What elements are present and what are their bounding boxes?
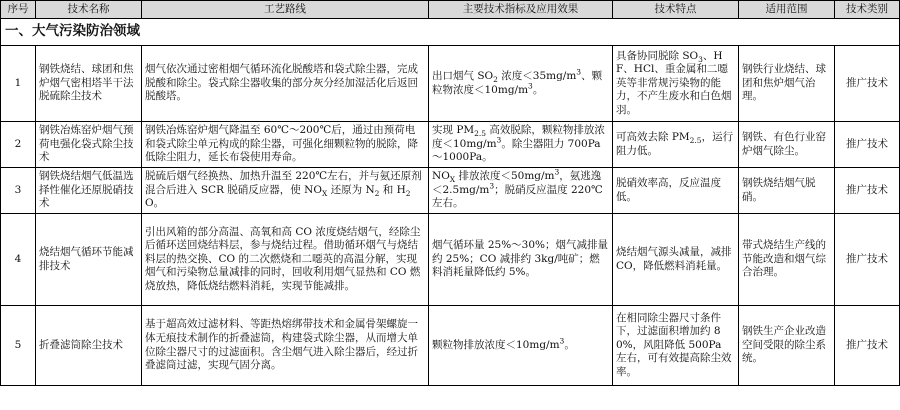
row-name: 钢铁冶炼窑炉烟气预荷电强化袋式除尘技术 — [36, 122, 142, 168]
row-process — [142, 168, 429, 214]
row-features — [613, 122, 739, 168]
ind-text: 。 — [532, 83, 544, 96]
ind-text: 高效脱除，颗粒物排放浓度＜10mg/m — [432, 124, 605, 150]
ind-text: ，氨逃逸＜2.5mg/m — [432, 170, 602, 196]
process-sub: 2 — [374, 188, 380, 198]
ind-text: 。 — [564, 338, 575, 351]
feat-sub: 2.5 — [689, 136, 702, 145]
feat-text: ，运行阻力低。 — [616, 130, 734, 157]
ind-text: 。除尘器阻力 700Pa～1000Pa。 — [432, 137, 601, 164]
row-scope: 带式烧结生产线的节能改造和烟气综合治理。 — [739, 214, 835, 306]
row-features: 烧结烟气源头减量，减排 CO，降低燃料消耗量。 — [613, 214, 739, 306]
process-text: O。 — [145, 197, 165, 210]
process-text: 脱硫后烟气经换热、加热升温至 220℃左右，并与氨还原剂混合后进入 SCR 脱硝反应器，使 NO — [145, 170, 422, 196]
row-name: 钢铁烧结、球团和焦炉烟气密相塔半干法脱硫除尘技术 — [36, 46, 142, 122]
row-features — [613, 46, 739, 122]
row-no: 1 — [1, 46, 36, 122]
header-no: 序号 — [1, 1, 36, 19]
row-indicators — [429, 122, 613, 168]
row-scope: 钢铁、有色行业窑炉烟气除尘。 — [739, 122, 835, 168]
row-features: 在相同除尘器尺寸条件下，过滤面积增加约 80%，风阻降低 500Pa 左右，可有效提高除尘效率。 — [613, 306, 739, 386]
header-scope: 适用范围 — [739, 1, 835, 19]
ind-text: 、颗粒物浓度＜10mg/m — [432, 69, 603, 96]
table-row — [1, 168, 900, 214]
ind-text: ；脱硝反应温度 220℃左右。 — [432, 183, 603, 210]
process-sub: 2 — [405, 188, 411, 198]
row-name: 烧结烟气循环节能减排技术 — [36, 214, 142, 306]
ind-sup: 3 — [559, 336, 565, 346]
row-indicators — [429, 168, 613, 214]
header-features: 技术特点 — [613, 1, 739, 19]
row-name: 钢铁烧结烟气低温选择性催化还原脱硝技术 — [36, 168, 142, 214]
row-category: 推广技术 — [835, 122, 900, 168]
process-text: 还原为 N — [327, 183, 375, 196]
row-category: 推广技术 — [835, 306, 900, 386]
section-title: 一、大气污染防治领域 — [1, 19, 900, 46]
feat-sub: 3 — [698, 54, 703, 64]
row-category: 推广技术 — [835, 168, 900, 214]
row-process: 钢铁冶炼窑炉烟气降温至 60℃～200℃后，通过由预荷电和袋式除尘单元构成的除尘器，可强化细颗粒物的脱除，降低除尘阻力，延长布袋使用寿命。 — [142, 122, 429, 168]
process-text: 和 H — [379, 183, 406, 196]
row-scope: 钢铁生产企业改造空间受限的除尘系统。 — [739, 306, 835, 386]
table-row — [1, 214, 900, 306]
header-name: 技术名称 — [36, 1, 142, 19]
row-no: 5 — [1, 306, 36, 386]
row-category: 推广技术 — [835, 214, 900, 306]
row-indicators — [429, 306, 613, 386]
ind-sub: X — [449, 175, 456, 185]
ind-sup: 3 — [489, 181, 495, 191]
row-scope: 钢铁行业烧结、球团和焦炉烟气治理。 — [739, 46, 835, 122]
table-row — [1, 122, 900, 168]
row-name: 折叠滤筒除尘技术 — [36, 306, 142, 386]
ind-sup: 3 — [554, 167, 560, 177]
ind-sup: 3 — [528, 81, 533, 90]
section-row — [1, 19, 900, 46]
row-no: 3 — [1, 168, 36, 214]
table-row — [1, 306, 900, 386]
feat-text: 可高效去除 PM — [616, 130, 690, 143]
ind-text: 颗粒物排放浓度＜10mg/m — [432, 338, 560, 351]
table-row — [1, 46, 900, 122]
row-process: 烟气依次通过密相烟气循环流化脱酸塔和袋式除尘器，完成脱酸和除尘。袋式除尘器收集的部分灰分经加湿活化后返回脱酸塔。 — [142, 46, 429, 122]
row-no: 4 — [1, 214, 36, 306]
ind-text: 排放浓度＜50mg/m — [455, 170, 555, 183]
header-row — [1, 1, 900, 19]
feat-text: 、HF、HCl、重金属和二噁英等非常规污染物的能力，不产生废水和白色烟羽。 — [616, 49, 732, 116]
ind-sup: 3 — [576, 67, 582, 77]
ind-text: NO — [432, 170, 450, 183]
feat-text: 具备协同脱除 SO — [616, 49, 699, 62]
row-process: 基于超高效过滤材料、等距热熔绑带技术和金属骨架螺旋一体无痕技术制作的折叠滤筒，构建袋式除尘器，从而增大单位除尘器尺寸的过滤面积。含尘烟气进入除尘器后，经过折叠滤筒过滤，实现气固分离。 — [142, 306, 429, 386]
row-no: 2 — [1, 122, 36, 168]
header-indicators: 主要技术指标及应用效果 — [429, 1, 613, 19]
row-indicators: 烟气循环量 25%～30%；烟气减排量约 25%；CO 减排约 3kg/吨矿；燃料消耗量降低约 5%。 — [429, 214, 613, 306]
row-features: 脱硝效率高，反应温度低。 — [613, 168, 739, 214]
row-process: 引出风箱的部分高温、高氧和高 CO 浓度烧结烟气，经除尘后循环送回烧结料层，参与烧结过程。借助循环烟气与烧结料层的热交换、CO 的二次燃烧和二噁英的高温分解，实现烟气和污染物总量减排的同时，回收利用烟气显热和 CO 燃烧放热，降低烧结燃料消耗，实现节能减排。 — [142, 214, 429, 306]
ind-sub: 2.5 — [474, 129, 487, 139]
row-scope: 钢铁烧结烟气脱硝。 — [739, 168, 835, 214]
ind-text: 浓度＜35mg/m — [497, 69, 577, 82]
row-indicators — [429, 46, 613, 122]
process-sub: X — [321, 188, 328, 198]
ind-text: 实现 PM — [432, 124, 475, 137]
ind-sup: 3 — [496, 135, 502, 145]
header-category: 技术类别 — [835, 1, 900, 19]
row-category: 推广技术 — [835, 46, 900, 122]
header-process: 工艺路线 — [142, 1, 429, 19]
ind-text: 出口烟气 SO — [432, 69, 494, 82]
ind-sub: 2 — [493, 75, 498, 84]
